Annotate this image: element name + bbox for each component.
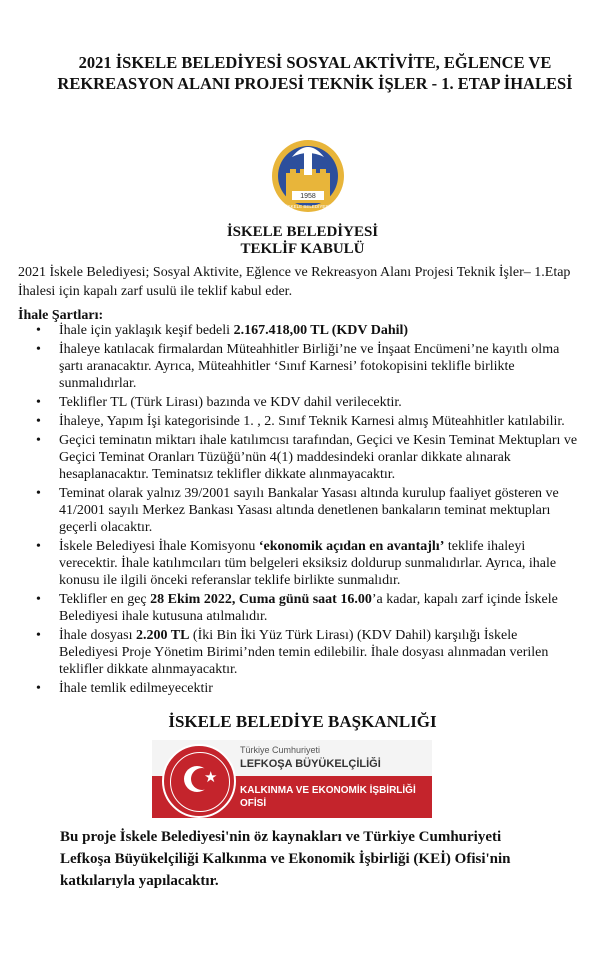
condition-item: • İhale için yaklaşık keşif bedeli 2.167.418,00 TL (KDV Dahil) xyxy=(18,322,578,339)
banner-line-1: Türkiye Cumhuriyeti xyxy=(240,745,321,755)
banner-line-4: OFİSİ xyxy=(240,798,267,809)
org-title: İSKELE BELEDİYESİ xyxy=(226,224,379,240)
condition-item: • Geçici teminatın miktarı ihale katılımcısı tarafından, Geçici ve Kesin Teminat Mektupları ve Geçici Teminat Oranları Tüzüğü’nün 4(1) maddesindeki oranlar dikkate alınarak hesaplanacaktır. Teminatsız teklifler dikkate alınmayacaktır. xyxy=(18,432,578,483)
closing-paragraph: Bu proje İskele Belediyesi'nin öz kaynakları ve Türkiye Cumhuriyeti Lefkoşa Büyükelçiliği Kalkınma ve Ekonomik İşbirliği (KEİ) Ofisi'nin katkılarıyla yapılacaktır. xyxy=(60,829,511,889)
document-title: 2021 İSKELE BELEDİYESİ SOSYAL AKTİVİTE, EĞLENCE VE REKREASYON ALANI PROJESİ TEKNİK İŞLER - 1. ETAP İHALESİ xyxy=(57,53,573,93)
municipality-logo xyxy=(270,133,346,219)
embassy-banner xyxy=(152,740,432,818)
condition-item: • İhaleye katılacak firmalardan Müteahhitler Birliği’ne ve İnşaat Encümeni’ne kayıtlı olma şartı aranacaktır. Ayrıca, Müteahhitler ‘Sınıf Karnesi’ fotokopisini teklifle birlikte sunmalıdırlar. xyxy=(18,341,578,392)
conditions-list xyxy=(18,322,578,699)
intro-paragraph: 2021 İskele Belediyesi; Sosyal Aktivite, Eğlence ve Rekreasyon Alanı Projesi Teknik İşler– 1.Etap İhalesi için kapalı zarf usulü ile teklif kabul eder. xyxy=(18,265,571,299)
condition-item: • Teklifler en geç 28 Ekim 2022, Cuma günü saat 16.00’a kadar, kapalı zarf içinde İskele Belediyesi ihale kutusuna atılmalıdır. xyxy=(18,591,578,625)
condition-item: • İhale dosyası 2.200 TL (İki Bin İki Yüz Türk Lirası) (KDV Dahil) karşılığı İskele Belediyesi Proje Yönetim Birimi’nden temin edilebilir. İhale dosyası alınmadan verilen teklifler dikkate alınmayacaktır. xyxy=(18,627,578,678)
footer-title: İSKELE BELEDİYE BAŞKANLIĞI xyxy=(168,712,437,731)
condition-item: • İhaleye, Yapım İşi kategorisinde 1. , 2. Sınıf Teknik Karnesi almış Müteahhitler katılabilir. xyxy=(18,413,578,430)
org-subtitle: TEKLİF KABULÜ xyxy=(240,241,365,257)
condition-item: • İhale temlik edilmeyecektir xyxy=(18,680,578,697)
embassy-seal-icon: ★ xyxy=(162,744,236,818)
banner-line-2: LEFKOŞA BÜYÜKELÇİLİĞİ xyxy=(240,758,381,770)
conditions-label: İhale Şartları: xyxy=(18,308,104,323)
logo-caption: İSKELE BELEDİYESİ xyxy=(286,204,330,209)
banner-line-3: KALKINMA VE EKONOMİK İŞBİRLİĞİ xyxy=(240,785,416,796)
condition-item: • İskele Belediyesi İhale Komisyonu ‘ekonomik açıdan en avantajlı’ teklife ihaleyi verecektir. İhale katılımcıları tüm belgeleri eksiksiz doldurup sunmalıdırlar. Ayrıca, ihale konusu ile ilgili önceki referanslar teklife birlikte sunmalıdır. xyxy=(18,538,578,589)
condition-item: • Teminat olarak yalnız 39/2001 sayılı Bankalar Yasası altında kurulup faaliyet gösteren ve 41/2001 sayılı Merkez Bankası Yasası altında denetlenen bankaların teminat mektupları geçerli olacaktır. xyxy=(18,485,578,536)
logo-year: 1958 xyxy=(300,193,316,200)
condition-item: • Teklifler TL (Türk Lirası) bazında ve KDV dahil verilecektir. xyxy=(18,394,578,411)
